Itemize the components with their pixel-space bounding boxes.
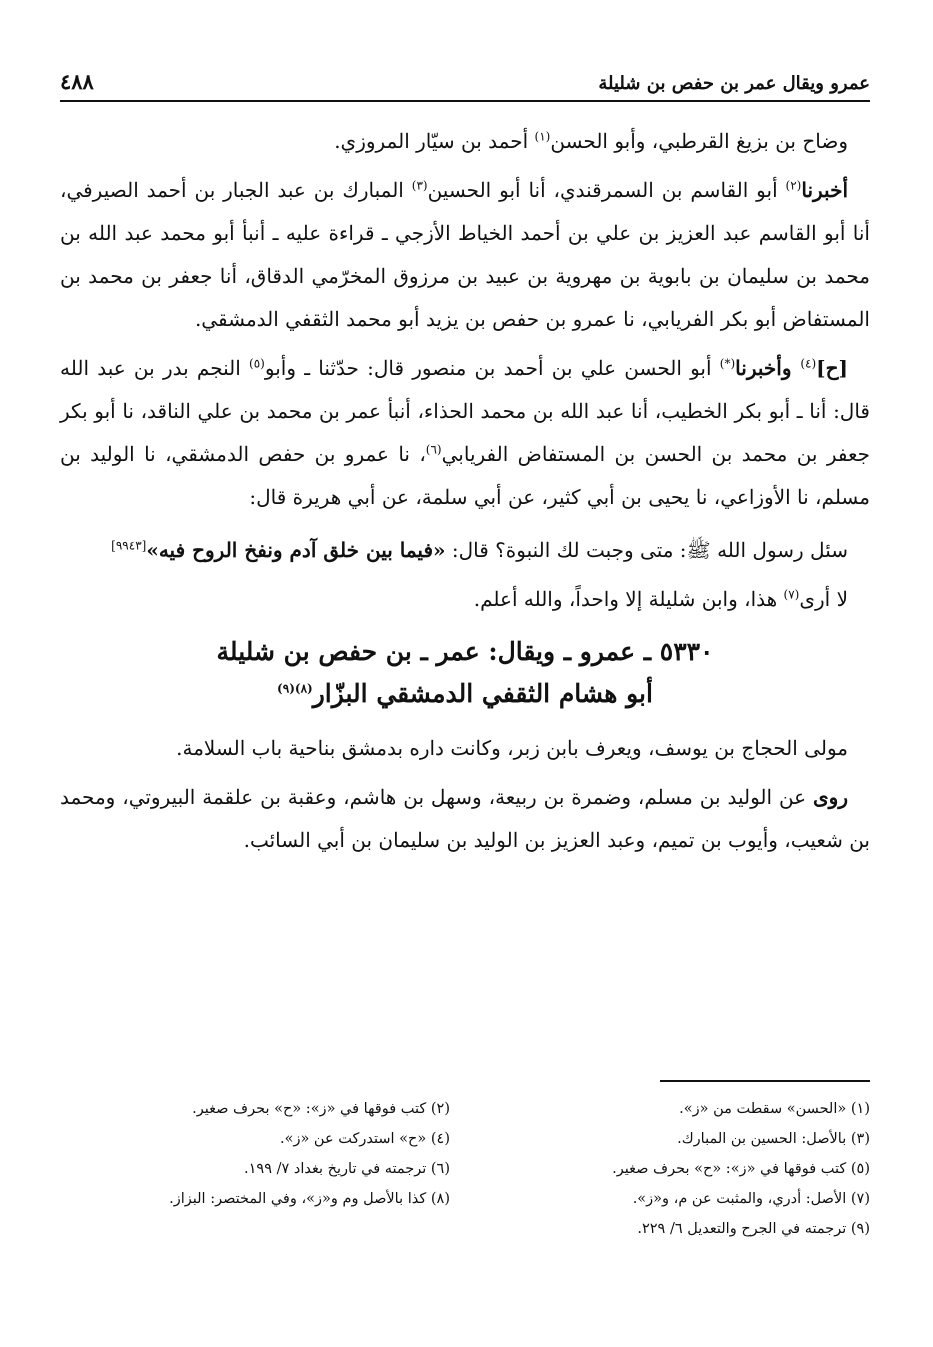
text: وضاح بن بزيغ القرطبي، وأبو الحسن <box>550 129 848 153</box>
footnote-divider <box>660 1080 870 1082</box>
footnote-ref: (١) <box>534 129 551 144</box>
footnote: (٥) كتب فوقها في «ز»: «ح» بحرف صغير. <box>612 1161 870 1177</box>
hadith-quote: «فيما بين خلق آدم ونفخ الروح فيه» <box>146 538 446 562</box>
footnotes <box>60 1080 870 1244</box>
text: أبو هشام الثقفي الدمشقي البزّار <box>312 679 653 708</box>
text: أحمد بن سيّار المروزي. <box>334 129 535 153</box>
paragraph-3 <box>60 347 870 519</box>
text: أبو الحسن علي بن أحمد بن منصور قال: حدّثنا ـ وأبو <box>264 356 720 380</box>
keyword: [ح] <box>816 356 848 380</box>
footnote: (٩) ترجمته في الجرح والتعديل ٦/ ٢٢٩. <box>637 1221 870 1237</box>
footnote: (٢) كتب فوقها في «ز»: «ح» بحرف صغير. <box>192 1101 450 1117</box>
running-title: عمرو ويقال عمر بن حفص بن شليلة <box>598 73 870 94</box>
text: سئل رسول الله ﷺ: متى وجبت لك النبوة؟ قال: <box>445 538 848 562</box>
footnote-ref: (٩) <box>277 681 295 696</box>
keyword: روى <box>813 785 848 809</box>
hadith-number: [٩٩٤٣] <box>111 538 147 553</box>
footnote-ref: (٧) <box>783 587 800 602</box>
footnote: (١) «الحسن» سقطت من «ز». <box>679 1101 870 1117</box>
entry-heading-line-2 <box>60 673 870 715</box>
paragraph-2 <box>60 169 870 341</box>
paragraph-1 <box>60 120 870 163</box>
page <box>60 60 870 868</box>
hadith-text <box>60 529 870 572</box>
text: عن الوليد بن مسلم، وضمرة بن ربيعة، وسهل بن هاشم، وعقبة بن علقمة البيروتي، ومحمد بن شعيب، وأيوب بن تميم، وعبد العزيز بن الوليد بن سليمان بن أبي السائب. <box>60 785 870 852</box>
entry-heading-line-1: ٥٣٣٠ ـ عمرو ـ ويقال: عمر ـ بن حفص بن شليلة <box>216 637 714 666</box>
footnote: (٣) بالأصل: الحسين بن المبارك. <box>677 1131 870 1147</box>
text: أبو القاسم بن السمرقندي، أنا أبو الحسين <box>427 178 786 202</box>
footnote: (٧) الأصل: أدري، والمثبت عن م، و«ز». <box>632 1191 870 1207</box>
paragraph-6 <box>60 776 870 862</box>
main-text <box>60 120 870 862</box>
footnote-ref: (٥) <box>249 356 265 371</box>
footnote: (٨) كذا بالأصل وم و«ز»، وفي المختصر: البزاز. <box>169 1191 450 1207</box>
paragraph-5: مولى الحجاج بن يوسف، ويعرف بابن زبر، وكانت داره بدمشق بناحية باب السلامة. <box>176 736 848 760</box>
text: النجم بدر بن عبد الله قال: أنا ـ أبو بكر الخطيب، أنا عبد الله بن محمد الحذاء، أنبأ عمر بن محمد بن علي الناقد، نا أبو بكر جعفر بن محمد بن الحسن بن المستفاض الفريابي <box>60 356 870 466</box>
footnote-ref: (٦) <box>425 442 442 457</box>
text: لا أرى <box>799 587 848 611</box>
text: ، نا عمرو بن حفص الدمشقي، نا الوليد بن مسلم، نا الأوزاعي، نا يحيى بن أبي كثير، عن أبي سلمة، عن أبي هريرة قال: <box>60 442 870 509</box>
paragraph-4 <box>60 578 870 621</box>
footnote-ref: (٣) <box>411 178 428 193</box>
footnote-ref: (*) <box>719 356 736 371</box>
keyword: أخبرنا <box>801 178 848 202</box>
page-number: ٤٨٨ <box>60 69 94 94</box>
text: المبارك بن عبد الجبار بن أحمد الصيرفي، أنا أبو القاسم عبد العزيز بن علي بن أحمد الخياط الأزجي ـ قراءة عليه ـ أنبأ أبو محمد عبد الله بن محمد بن سليمان بن بابوية بن مهروية بن عبيد بن مرزوق المخرّمي الدقاق، أنا جعفر بن محمد بن المستفاض أبو بكر الفريابي، نا عمرو بن حفص بن يزيد أبو محمد الثقفي الدمشقي. <box>60 178 871 331</box>
footnote-ref: (٨) <box>294 681 313 696</box>
footnote-ref: (٤) <box>800 356 817 371</box>
page-header <box>60 60 870 102</box>
entry-heading <box>60 631 870 715</box>
footnote-list <box>60 1094 870 1244</box>
text: هذا، وابن شليلة إلا واحداً، والله أعلم. <box>473 587 784 611</box>
footnote: (٤) «ح» استدركت عن «ز». <box>279 1131 450 1147</box>
footnote: (٦) ترجمته في تاريخ بغداد ٧/ ١٩٩. <box>244 1161 450 1177</box>
footnote-ref: (٢) <box>785 178 802 193</box>
keyword: وأخبرنا <box>735 356 801 380</box>
